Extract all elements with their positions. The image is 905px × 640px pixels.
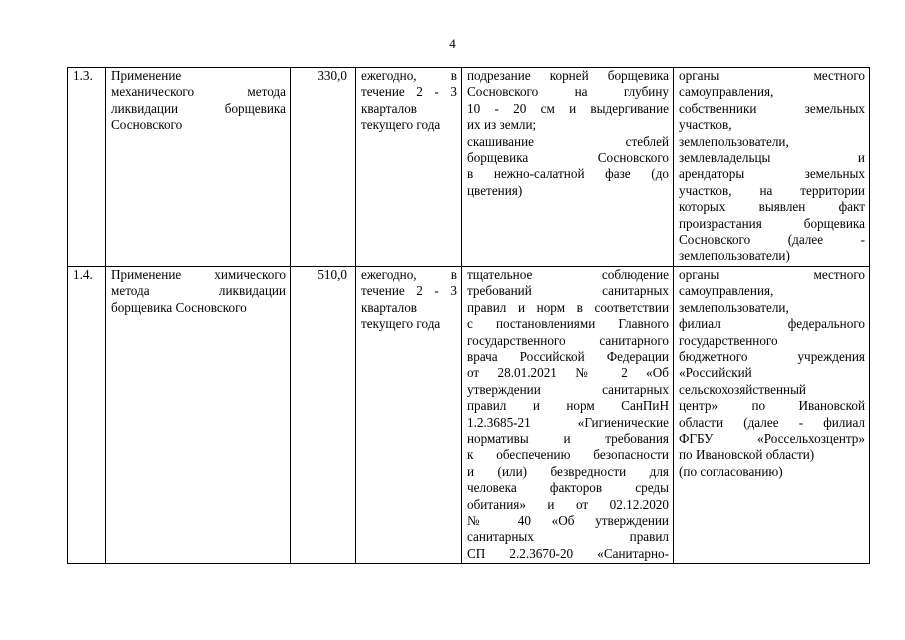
responsible-line: самоуправления, [679,84,774,100]
term-line: течение 2 - 3 [361,283,457,299]
method-line: врача Российской Федерации [467,348,669,364]
term-line: ежегодно, в [361,68,457,83]
term-line: текущего года [361,316,441,332]
responsible-line: землепользователи, [679,299,789,315]
method-line: 10 - 20 см и выдергивание [467,100,669,116]
measure-line: ликвидации борщевика [111,100,286,116]
measure-line: Сосновского [111,117,183,133]
responsible-line: органы местного [679,266,865,282]
responsible-line: Сосновского (далее - [679,232,865,248]
method-line: правил и норм СанПиН [467,398,669,414]
method-line: утверждении санитарных [467,381,669,397]
method-line: СП 2.2.3670-20 «Санитарно- [467,545,669,561]
method-line: человека факторов среды [467,480,669,496]
measure-cell [106,266,291,563]
responsible-line: органы местного [679,68,865,83]
method-line: обитания» и от 02.12.2020 [467,496,669,512]
responsible-line: «Российский [679,365,752,381]
term-cell [356,266,462,563]
method-line: скашивание стеблей [467,133,669,149]
responsible-line: ФГБУ «Россельхозцентр» [679,430,865,446]
responsible-line: участков, на территории [679,182,865,198]
method-line: 1.2.3685-21 «Гигиенические [467,414,669,430]
measure-line: Применение химического [111,266,286,282]
method-line: от 28.01.2021 № 2 «Об [467,365,669,381]
responsible-line: сельскохозяйственный [679,381,806,397]
responsible-line: собственники земельных [679,100,865,116]
method-line: борщевика Сосновского [467,150,669,166]
method-line: к обеспечению безопасности [467,447,669,463]
responsible-line: участков, [679,117,732,133]
method-line: цветения) [467,182,523,198]
responsible-line: которых выявлен факт [679,199,865,215]
measure-line: Применение [111,68,182,83]
method-line: Сосновского на глубину [467,84,669,100]
method-line: их из земли; [467,117,537,133]
responsible-line: государственного [679,332,778,348]
method-line: нормативы и требования [467,430,669,446]
method-line: санитарных правил [467,529,669,545]
method-line: государственного санитарного [467,332,669,348]
responsible-line: (по согласованию) [679,463,783,479]
responsible-cell [674,266,870,563]
page-number: 4 [449,36,456,51]
term-cell [356,68,462,267]
responsible-line: произрастания борщевика [679,215,865,231]
amount-cell: 510,0 [291,266,356,563]
method-line: тщательное соблюдение [467,266,669,282]
responsible-line: землепользователи, [679,133,789,149]
method-cell [462,68,674,267]
amount-cell: 330,0 [291,68,356,267]
row-number: 1.4. [68,266,106,563]
measures-table [67,67,870,564]
responsible-line: землепользователи) [679,248,790,264]
method-cell [462,266,674,563]
method-line: с постановлениями Главного [467,316,669,332]
method-line: требований санитарных [467,283,669,299]
term-line: ежегодно, в [361,266,457,282]
term-line: кварталов [361,299,418,315]
term-line: кварталов [361,100,418,116]
responsible-line: бюджетного учреждения [679,348,865,364]
responsible-line: землевладельцы и [679,150,865,166]
measure-line: метода ликвидации [111,283,286,299]
responsible-line: арендаторы земельных [679,166,865,182]
term-line: текущего года [361,117,441,133]
method-line: подрезание корней борщевика [467,68,669,83]
measure-line: борщевика Сосновского [111,299,247,315]
responsible-line: самоуправления, [679,283,774,299]
term-line: течение 2 - 3 [361,84,457,100]
measure-line: механического метода [111,84,286,100]
responsible-line: области (далее - филиал [679,414,865,430]
responsible-cell [674,68,870,267]
responsible-line: по Ивановской области) [679,447,815,463]
method-line: в нежно-салатной фазе (до [467,166,669,182]
responsible-line: центр» по Ивановской [679,398,865,414]
table-row [68,68,870,267]
method-line: № 40 «Об утверждении [467,512,669,528]
row-number: 1.3. [68,68,106,267]
method-line: и (или) безвредности для [467,463,669,479]
measure-cell [106,68,291,267]
table-row [68,266,870,563]
responsible-line: филиал федерального [679,316,865,332]
method-line: правил и норм в соответствии [467,299,669,315]
